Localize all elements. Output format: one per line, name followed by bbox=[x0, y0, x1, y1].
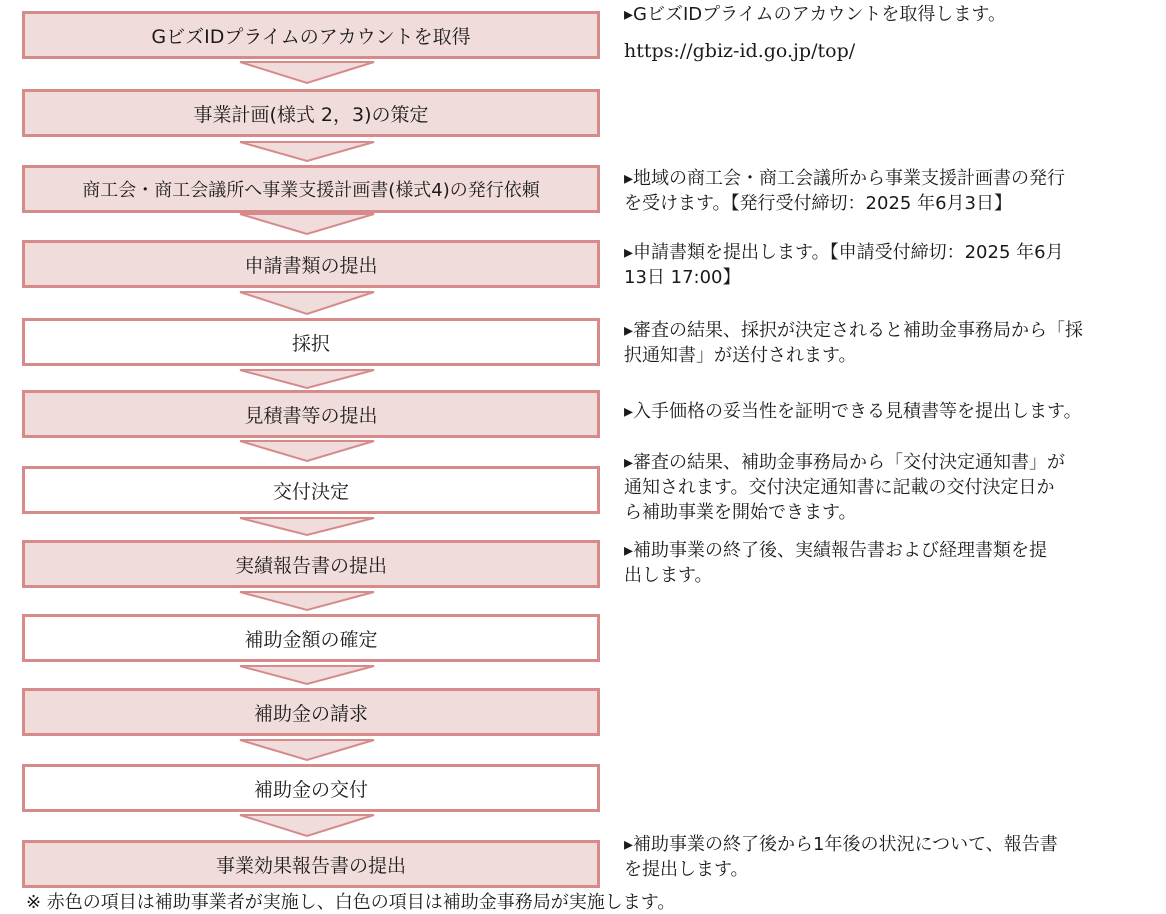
step-business-plan: 事業計画(様式 2，3)の策定 bbox=[22, 89, 600, 137]
note-results-report: ▸補助事業の終了後、実績報告書および経理書類を提 出します。 bbox=[624, 540, 1048, 586]
connector-arrow-8 bbox=[240, 592, 374, 610]
step-subsidy-request: 補助金の請求 bbox=[22, 688, 600, 736]
step-amount-confirmation: 補助金額の確定 bbox=[22, 614, 600, 662]
note-support-plan: ▸地域の商工会・商工会議所から事業支援計画書の発行 を受けます。【発行受付締切：2025 年6月3日】 bbox=[624, 168, 1066, 214]
note-adoption: ▸審査の結果、採択が決定されると補助金事務局から「採 択通知書」が送付されます。 bbox=[624, 320, 1084, 366]
step-submit-application: 申請書類の提出 bbox=[22, 240, 600, 288]
connector-arrow-10 bbox=[240, 740, 374, 760]
step-support-plan-request: 商工会・商工会議所へ事業支援計画書(様式4)の発行依頼 bbox=[22, 165, 600, 213]
connector-arrow-2 bbox=[240, 142, 374, 161]
note-gbizid-url[interactable]: https://gbiz-id.go.jp/top/ bbox=[624, 40, 856, 62]
note-effect-report: ▸補助事業の終了後から1年後の状況について、報告書 を提出します。 bbox=[624, 834, 1058, 880]
step-grant-decision: 交付決定 bbox=[22, 466, 600, 514]
step-submit-estimates: 見積書等の提出 bbox=[22, 390, 600, 438]
note-estimates: ▸入手価格の妥当性を証明できる見積書等を提出します。 bbox=[624, 401, 1082, 422]
step-gbizid-account: GビズIDプライムのアカウントを取得 bbox=[22, 11, 600, 59]
connector-arrow-1 bbox=[240, 62, 374, 83]
step-effect-report: 事業効果報告書の提出 bbox=[22, 840, 600, 888]
step-adoption: 採択 bbox=[22, 318, 600, 366]
step-submit-results-report: 実績報告書の提出 bbox=[22, 540, 600, 588]
connector-arrow-6 bbox=[240, 441, 374, 461]
connector-arrow-9 bbox=[240, 666, 374, 684]
note-application-deadline: ▸申請書類を提出します。【申請受付締切：2025 年6月 13日 17:00】 bbox=[624, 242, 1064, 288]
step-subsidy-payment: 補助金の交付 bbox=[22, 764, 600, 812]
connector-arrow-4 bbox=[240, 292, 374, 314]
connector-arrow-7 bbox=[240, 518, 374, 535]
footnote: ※ 赤色の項目は補助事業者が実施し、白色の項目は補助金事務局が実施します。 bbox=[26, 892, 676, 913]
note-gbizid: ▸GビズIDプライムのアカウントを取得します。 bbox=[624, 4, 1006, 25]
connector-arrow-11 bbox=[240, 815, 374, 836]
connector-arrow-3 bbox=[240, 214, 374, 234]
connector-arrow-5 bbox=[240, 370, 374, 388]
note-grant-decision: ▸審査の結果、補助金事務局から「交付決定通知書」が 通知されます。交付決定通知書に記載の交付決定日か ら補助事業を開始できます。 bbox=[624, 452, 1066, 523]
